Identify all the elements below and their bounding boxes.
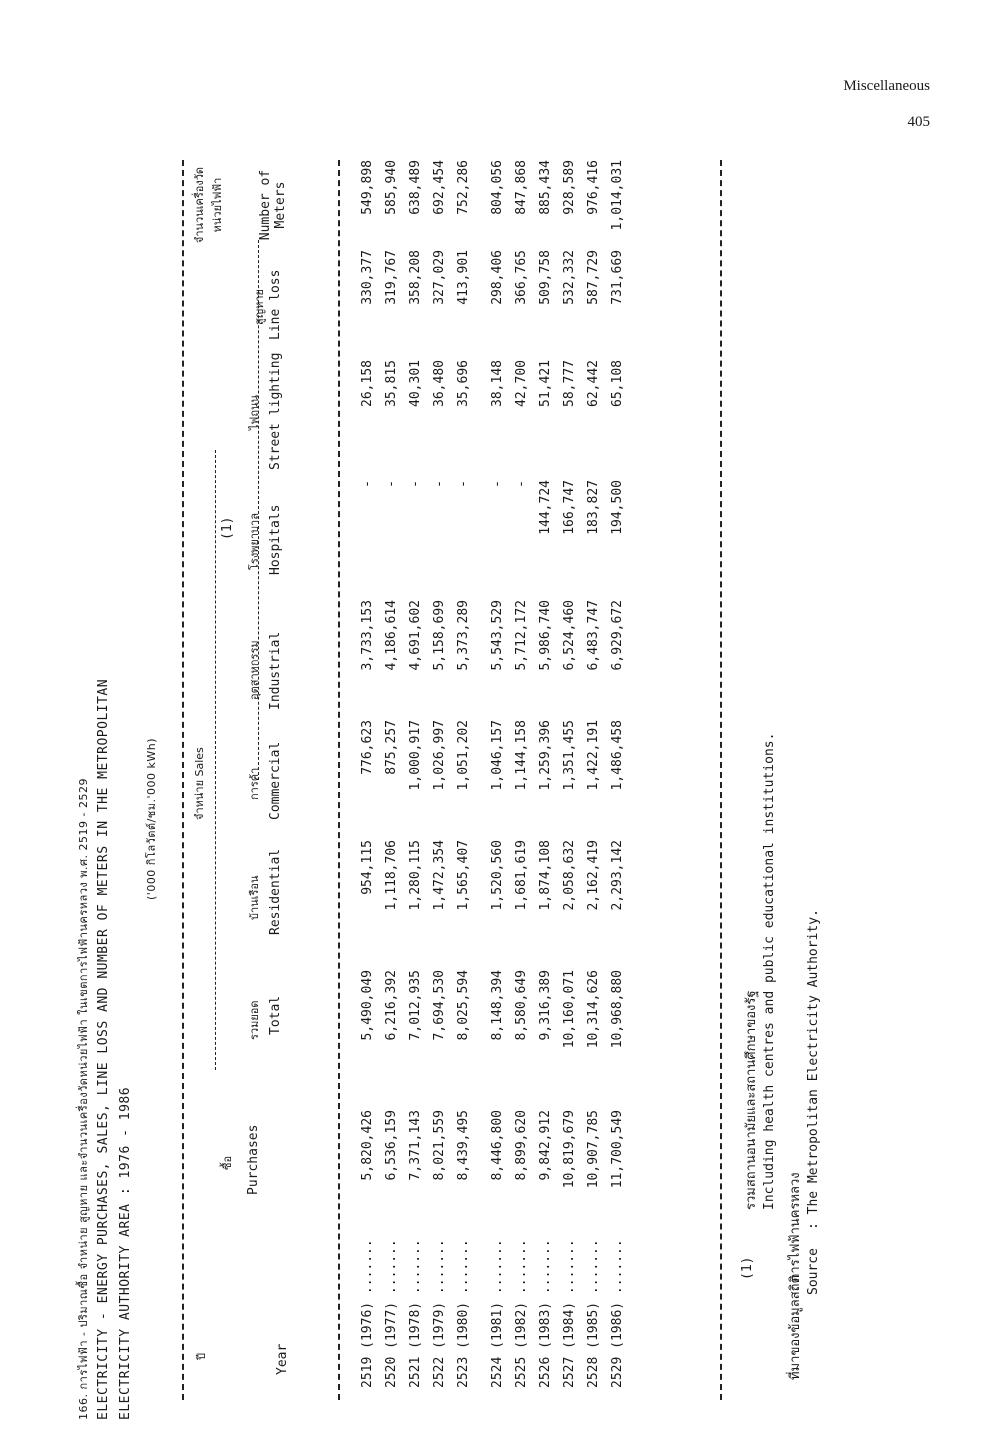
- cell-hospitals: 144,724: [538, 480, 553, 535]
- table-row: [562, 140, 584, 1420]
- cell-street: 35,815: [384, 360, 399, 407]
- cell-residential: 2,162,419: [586, 840, 601, 911]
- cell-meters: 847,868: [514, 160, 529, 215]
- table-row: [490, 140, 512, 1420]
- header-purchases-thai: ซื้อ: [221, 1155, 234, 1170]
- header-loss-thai: สูญหาย: [253, 289, 266, 325]
- cell-year: 2522 (1979) .......: [432, 1239, 447, 1388]
- cell-loss: 319,767: [384, 250, 399, 305]
- cell-street: 26,158: [360, 360, 375, 407]
- cell-meters: 928,589: [562, 160, 577, 215]
- cell-meters: 549,898: [360, 160, 375, 215]
- cell-commercial: 1,051,202: [456, 720, 471, 791]
- header-residential-thai: บ้านเรือน: [248, 875, 261, 920]
- cell-purchases: 8,021,559: [432, 1110, 447, 1181]
- page-number: 405: [907, 114, 930, 130]
- cell-year: 2527 (1984) .......: [562, 1239, 577, 1388]
- cell-purchases: 10,819,679: [562, 1110, 577, 1189]
- cell-meters: 1,014,031: [610, 160, 625, 231]
- cell-loss: 731,669: [610, 250, 625, 305]
- cell-total: 10,314,626: [586, 970, 601, 1049]
- cell-year: 2525 (1982) .......: [514, 1239, 529, 1388]
- cell-commercial: 1,422,191: [586, 720, 601, 791]
- cell-residential: 1,472,354: [432, 840, 447, 911]
- header-loss: Line loss: [268, 269, 283, 340]
- table-row: [514, 140, 536, 1420]
- header-residential: Residential: [268, 848, 283, 935]
- cell-commercial: 1,486,458: [610, 720, 625, 791]
- cell-purchases: 8,446,800: [490, 1110, 505, 1181]
- cell-industrial: 3,733,153: [360, 600, 375, 671]
- cell-total: 10,160,071: [562, 970, 577, 1049]
- cell-industrial: 5,543,529: [490, 600, 505, 671]
- cell-street: 65,108: [610, 360, 625, 407]
- header-commercial: Commercial: [268, 741, 283, 820]
- cell-industrial: 6,483,747: [586, 600, 601, 671]
- cell-street: 51,421: [538, 360, 553, 407]
- cell-hospitals: -: [432, 480, 447, 488]
- cell-meters: 638,489: [408, 160, 423, 215]
- cell-purchases: 6,536,159: [384, 1110, 399, 1181]
- cell-hospitals: -: [384, 480, 399, 488]
- cell-meters: 885,434: [538, 160, 553, 215]
- cell-year: 2529 (1986) .......: [610, 1239, 625, 1388]
- cell-industrial: 5,158,699: [432, 600, 447, 671]
- cell-loss: 413,901: [456, 250, 471, 305]
- cell-total: 10,968,880: [610, 970, 625, 1049]
- cell-commercial: 1,351,455: [562, 720, 577, 791]
- cell-street: 35,696: [456, 360, 471, 407]
- rotated-table: [70, 140, 950, 1420]
- source-english: : The Metropolitan Electricity Authority.: [806, 909, 821, 1230]
- cell-residential: 1,874,108: [538, 840, 553, 911]
- divider: [182, 160, 184, 1400]
- header-street: Street lighting: [268, 352, 283, 470]
- cell-purchases: 11,700,549: [610, 1110, 625, 1189]
- table-row: [432, 140, 454, 1420]
- cell-purchases: 9,842,912: [538, 1110, 553, 1181]
- cell-loss: 532,332: [562, 250, 577, 305]
- header-total: Total: [268, 995, 283, 1035]
- cell-meters: 752,286: [456, 160, 471, 215]
- cell-industrial: 6,524,460: [562, 600, 577, 671]
- header-meters-thai: จำนวนเครื่องวัดหน่วยไฟฟ้า: [193, 166, 224, 244]
- cell-purchases: 8,899,620: [514, 1110, 529, 1181]
- cell-total: 8,148,394: [490, 970, 505, 1041]
- cell-year: 2526 (1983) .......: [538, 1239, 553, 1388]
- cell-year: 2528 (1985) .......: [586, 1239, 601, 1388]
- header-meters: Number of Meters: [258, 169, 288, 241]
- divider: [338, 160, 340, 1400]
- cell-commercial: 1,026,997: [432, 720, 447, 791]
- header-industrial-thai: อุตสาหกรรม: [248, 640, 261, 700]
- cell-commercial: 1,144,158: [514, 720, 529, 791]
- source-label-thai: ที่มาของข้อมูลสถิติ: [788, 1275, 803, 1380]
- cell-total: 8,025,594: [456, 970, 471, 1041]
- header-industrial: Industrial: [268, 631, 283, 710]
- cell-industrial: 5,986,740: [538, 600, 553, 671]
- header-hospitals-thai: โรงพยาบาล: [248, 513, 261, 570]
- cell-hospitals: 194,500: [610, 480, 625, 535]
- table-title-thai: 166. การไฟฟ้า - ปริมาณซื้อ จำหน่าย สูญหาย และจำนวนเครื่องวัดหน่วยไฟฟ้า ในเขตการไฟฟ้านครหลวง พ.ศ. 2519 - 2529: [77, 778, 90, 1420]
- cell-industrial: 4,691,602: [408, 600, 423, 671]
- cell-total: 5,490,049: [360, 970, 375, 1041]
- table-row: [408, 140, 430, 1420]
- cell-year: 2524 (1981) .......: [490, 1239, 505, 1388]
- cell-loss: 327,029: [432, 250, 447, 305]
- cell-street: 36,480: [432, 360, 447, 407]
- header-sales-group: จำหน่าย Sales: [193, 747, 206, 820]
- table-row: [360, 140, 382, 1420]
- cell-purchases: 10,907,785: [586, 1110, 601, 1189]
- cell-residential: 1,681,619: [514, 840, 529, 911]
- divider: [720, 160, 722, 1400]
- cell-loss: 330,377: [360, 250, 375, 305]
- cell-residential: 2,058,632: [562, 840, 577, 911]
- table-unit: ('000 กิโลวัตต์/ชม.'000 kWh): [145, 737, 158, 900]
- cell-purchases: 8,439,495: [456, 1110, 471, 1181]
- cell-total: 8,580,649: [514, 970, 529, 1041]
- table-row: [610, 140, 632, 1420]
- header-hospitals-note: (1): [220, 516, 235, 540]
- cell-street: 38,148: [490, 360, 505, 407]
- sales-divider: [215, 450, 216, 1070]
- table-title-english-2: ELECTRICITY AUTHORITY AREA : 1976 - 1986: [118, 1086, 133, 1420]
- cell-residential: 954,115: [360, 840, 375, 895]
- cell-hospitals: 183,827: [586, 480, 601, 535]
- cell-meters: 585,940: [384, 160, 399, 215]
- cell-purchases: 5,820,426: [360, 1110, 375, 1181]
- cell-total: 7,694,530: [432, 970, 447, 1041]
- table-row: [456, 140, 478, 1420]
- header-total-thai: รวมยอด: [248, 1000, 261, 1040]
- cell-year: 2519 (1976) .......: [360, 1239, 375, 1388]
- cell-commercial: 1,259,396: [538, 720, 553, 791]
- cell-hospitals: -: [490, 480, 505, 488]
- cell-street: 40,301: [408, 360, 423, 407]
- cell-hospitals: -: [360, 480, 375, 488]
- cell-commercial: 776,623: [360, 720, 375, 775]
- header-year-thai: ปี: [195, 1353, 208, 1360]
- table-row: [586, 140, 608, 1420]
- cell-total: 7,012,935: [408, 970, 423, 1041]
- cell-commercial: 875,257: [384, 720, 399, 775]
- cell-purchases: 7,371,143: [408, 1110, 423, 1181]
- cell-residential: 1,520,560: [490, 840, 505, 911]
- cell-residential: 1,118,706: [384, 840, 399, 911]
- cell-street: 42,700: [514, 360, 529, 407]
- cell-total: 9,316,389: [538, 970, 553, 1041]
- cell-hospitals: -: [456, 480, 471, 488]
- cell-year: 2520 (1977) .......: [384, 1239, 399, 1388]
- cell-year: 2521 (1978) .......: [408, 1239, 423, 1388]
- cell-loss: 509,758: [538, 250, 553, 305]
- table-row: [538, 140, 560, 1420]
- table-row: [384, 140, 406, 1420]
- header-year: Year: [275, 1343, 290, 1375]
- cell-meters: 976,416: [586, 160, 601, 215]
- cell-hospitals: -: [514, 480, 529, 488]
- cell-commercial: 1,000,917: [408, 720, 423, 791]
- cell-meters: 692,454: [432, 160, 447, 215]
- cell-meters: 804,056: [490, 160, 505, 215]
- header-hospitals: Hospitals: [268, 504, 283, 575]
- cell-loss: 587,729: [586, 250, 601, 305]
- cell-hospitals: 166,747: [562, 480, 577, 535]
- cell-street: 62,442: [586, 360, 601, 407]
- source-thai: : การไฟฟ้านครหลวง: [788, 1172, 803, 1290]
- header-commercial-thai: การค้า: [248, 767, 261, 800]
- footnote-thai: รวมสถานอนามัยและสถานศึกษาของรัฐ: [744, 990, 759, 1210]
- header-purchases: Purchases: [246, 1124, 261, 1195]
- cell-industrial: 5,373,289: [456, 600, 471, 671]
- cell-loss: 366,765: [514, 250, 529, 305]
- cell-street: 58,777: [562, 360, 577, 407]
- source-label: Source: [806, 1248, 821, 1295]
- cell-loss: 298,406: [490, 250, 505, 305]
- cell-industrial: 6,929,672: [610, 600, 625, 671]
- cell-residential: 1,565,407: [456, 840, 471, 911]
- table-title-english: ELECTRICITY - ENERGY PURCHASES, SALES, LINE LOSS AND NUMBER OF METERS IN THE METROPOLITAN: [96, 678, 111, 1420]
- cell-residential: 2,293,142: [610, 840, 625, 911]
- cell-total: 6,216,392: [384, 970, 399, 1041]
- footnote-marker: (1): [740, 1256, 755, 1280]
- cell-industrial: 4,186,614: [384, 600, 399, 671]
- cell-industrial: 5,712,172: [514, 600, 529, 671]
- cell-residential: 1,280,115: [408, 840, 423, 911]
- cell-year: 2523 (1980) .......: [456, 1239, 471, 1388]
- cell-loss: 358,208: [408, 250, 423, 305]
- footnote-english: Including health centres and public educational institutions.: [762, 732, 777, 1210]
- cell-hospitals: -: [408, 480, 423, 488]
- header-street-thai: ไฟถนน: [248, 394, 261, 430]
- section-header: Miscellaneous: [843, 78, 930, 94]
- cell-commercial: 1,046,157: [490, 720, 505, 791]
